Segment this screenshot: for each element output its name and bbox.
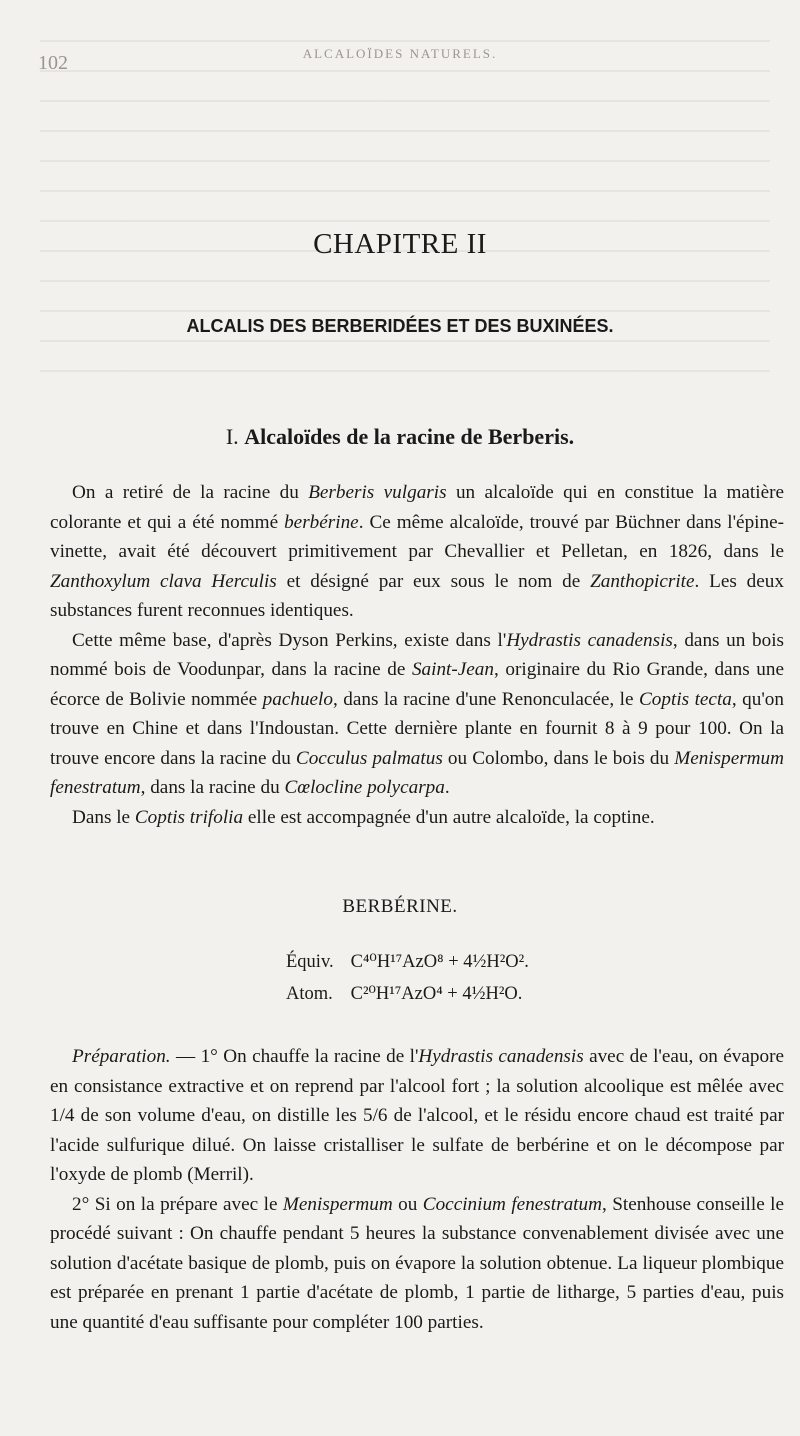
text-run: . (444, 777, 450, 798)
text-run: elle est accompagnée d'un autre alcaloïde, la coptine. (243, 806, 655, 828)
italic-term: Saint-Jean (411, 659, 494, 680)
text-run: Dans le (72, 806, 135, 828)
text-run: ou (392, 1193, 423, 1215)
chapter-title: CHAPITRE II (313, 228, 487, 260)
text-run: , dans la racine du (140, 777, 285, 798)
preparation-paragraphs (50, 1042, 784, 1337)
italic-term: Hydrastis canadensis (506, 629, 673, 651)
text-run: . Les deux substances furent reconnues identiques. (50, 570, 784, 621)
italic-term: berbérine (284, 511, 359, 533)
italic-term: Menispermum (282, 1193, 393, 1215)
italic-term: Coccinium fenestratum (422, 1193, 602, 1215)
chapter-subtitle: ALCALIS DES BERBERIDÉES ET DES BUXINÉES. (186, 316, 614, 336)
section-title: Alcaloïdes de la racine de Berberis. (244, 424, 575, 449)
italic-term: Zanthoxylum clava Herculis (50, 570, 277, 592)
italic-term: Hydrastis canadensis (418, 1046, 584, 1067)
italic-term: Cœlocline polycarpa (284, 777, 445, 798)
italic-term: Zanthopicrite (590, 570, 695, 592)
paragraph (50, 1042, 784, 1190)
text-run: ou Colombo, dans le bois du (442, 747, 675, 769)
text-run: 2° Si on la prépare avec le (72, 1193, 283, 1215)
formula-row-atom (286, 978, 529, 1010)
paragraph (50, 626, 784, 803)
formula-value: C⁴⁰H¹⁷AzO⁸ + 4½H²O². (350, 952, 529, 972)
section-number: I. (225, 424, 239, 449)
running-head: ALCALOÏDES NATURELS. (302, 46, 498, 61)
formula-value: C²⁰H¹⁷AzO⁴ + 4½H²O. (350, 984, 523, 1004)
page-number: 102 (38, 52, 68, 74)
text-run: , dans un bois nommé bois de Voodunpar, dans la racine de (50, 629, 785, 680)
text-run: un alcaloïde qui en constitue la matière colorante et qui a été nommé (50, 482, 784, 533)
text-run: et désigné par eux sous le nom de (276, 570, 591, 592)
intro-paragraphs (50, 478, 784, 832)
formula-label: Équiv. (286, 952, 334, 972)
text-run: , dans la racine d'une Renonculacée, le (332, 688, 639, 710)
text-run: . Ce même alcaloïde, trouvé par Büchner dans l'épine-vinette, avait été découvert primitivement par Chevallier et Pelletan, en 1826, dans le (50, 511, 784, 562)
text-run: avec de l'eau, on évapore en consistance extractive et on reprend par l'alcool fort ; la solution alcoolique est mêlée avec 1/4 de son volume d'eau, on distille les 5/6 de l'alcool, et le résidu encore chaud est traité par l'acide sulfurique dilué. On laisse cristalliser le sulfate de berbérine et on le décompose par l'oxyde de plomb (Merril). (50, 1046, 785, 1185)
paragraph (50, 478, 784, 626)
text-run: On a retiré de la racine du (72, 482, 309, 503)
italic-term: Menispermum fenestratum (50, 747, 784, 798)
italic-term: Berberis vulgaris (308, 482, 447, 503)
text-run: Cette même base, d'après Dyson Perkins, existe dans l' (72, 629, 507, 651)
formula-label: Atom. (286, 984, 333, 1004)
text-run: , Stenhouse conseille le procédé suivant : On chauffe pendant 5 heures la substance convenablement divisée avec une solution d'acétate basique de plomb, puis on évapore la solution obtenue. La liqueur plombique est préparée en prenant 1 partie d'acétate de plomb, 1 partie de litharge, 5 parties d'eau, puis une quantité d'eau suffisante pour compléter 100 parties. (50, 1193, 785, 1333)
text-run: , originaire du Rio Grande, dans une écorce de Bolivie nommée (50, 659, 784, 710)
text-run: — 1° On chauffe la racine de l' (170, 1046, 419, 1067)
text-run: , qu'on trouve en Chine et dans l'Indoustan. Cette dernière plante en fournit 8 à 9 pour 100. On la trouve encore dans la racine du (50, 688, 784, 769)
italic-term: Préparation. (72, 1046, 171, 1067)
formula-block (286, 946, 529, 1010)
italic-term: Coptis trifolia (134, 806, 244, 828)
compound-title: BERBÉRINE. (342, 896, 458, 917)
formula-row-equiv (286, 946, 529, 978)
italic-term: Cocculus palmatus (295, 747, 443, 769)
section-heading (0, 424, 800, 450)
italic-term: pachuelo (262, 688, 333, 710)
paragraph (50, 1190, 784, 1338)
paragraph (50, 803, 784, 833)
italic-term: Coptis tecta (639, 688, 732, 710)
